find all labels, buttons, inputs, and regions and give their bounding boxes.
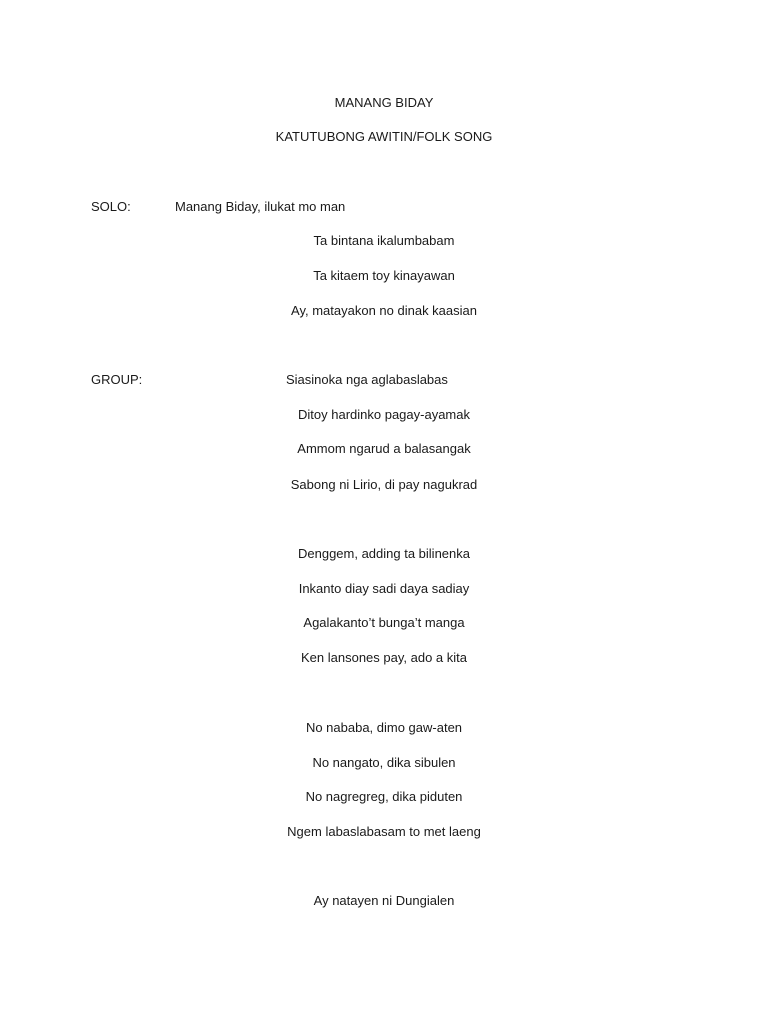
lyric-line: Manang Biday, ilukat mo man xyxy=(175,199,346,214)
lyric-line: No nagregreg, dika piduten xyxy=(305,789,463,804)
solo-label: SOLO: xyxy=(91,199,131,214)
lyric-line: Ken lansones pay, ado a kita xyxy=(301,650,467,665)
lyric-line: Ngem labaslabasam to met laeng xyxy=(287,824,481,839)
group-label: GROUP: xyxy=(91,372,143,387)
song-title: MANANG BIDAY xyxy=(334,95,434,110)
song-subtitle: KATUTUBONG AWITIN/FOLK SONG xyxy=(275,129,493,144)
lyric-line: Ta kitaem toy kinayawan xyxy=(313,268,455,283)
lyric-line: Ammom ngarud a balasangak xyxy=(297,441,471,456)
lyric-line: No nababa, dimo gaw-aten xyxy=(305,720,463,735)
lyric-line: Ditoy hardinko pagay-ayamak xyxy=(298,407,470,422)
lyric-line: Agalakanto’t bunga’t manga xyxy=(303,615,465,630)
lyric-line: No nangato, dika sibulen xyxy=(312,755,456,770)
lyric-line: Sabong ni Lirio, di pay nagukrad xyxy=(290,477,478,492)
closing-line: Ay natayen ni Dungialen xyxy=(313,893,455,908)
lyric-line: Ta bintana ikalumbabam xyxy=(313,233,455,248)
lyric-line: Inkanto diay sadi daya sadiay xyxy=(298,581,470,596)
lyric-line: Denggem, adding ta bilinenka xyxy=(297,546,470,561)
lyric-line: Siasinoka nga aglabaslabas xyxy=(286,372,448,387)
lyric-line: Ay, matayakon no dinak kaasian xyxy=(291,303,477,318)
